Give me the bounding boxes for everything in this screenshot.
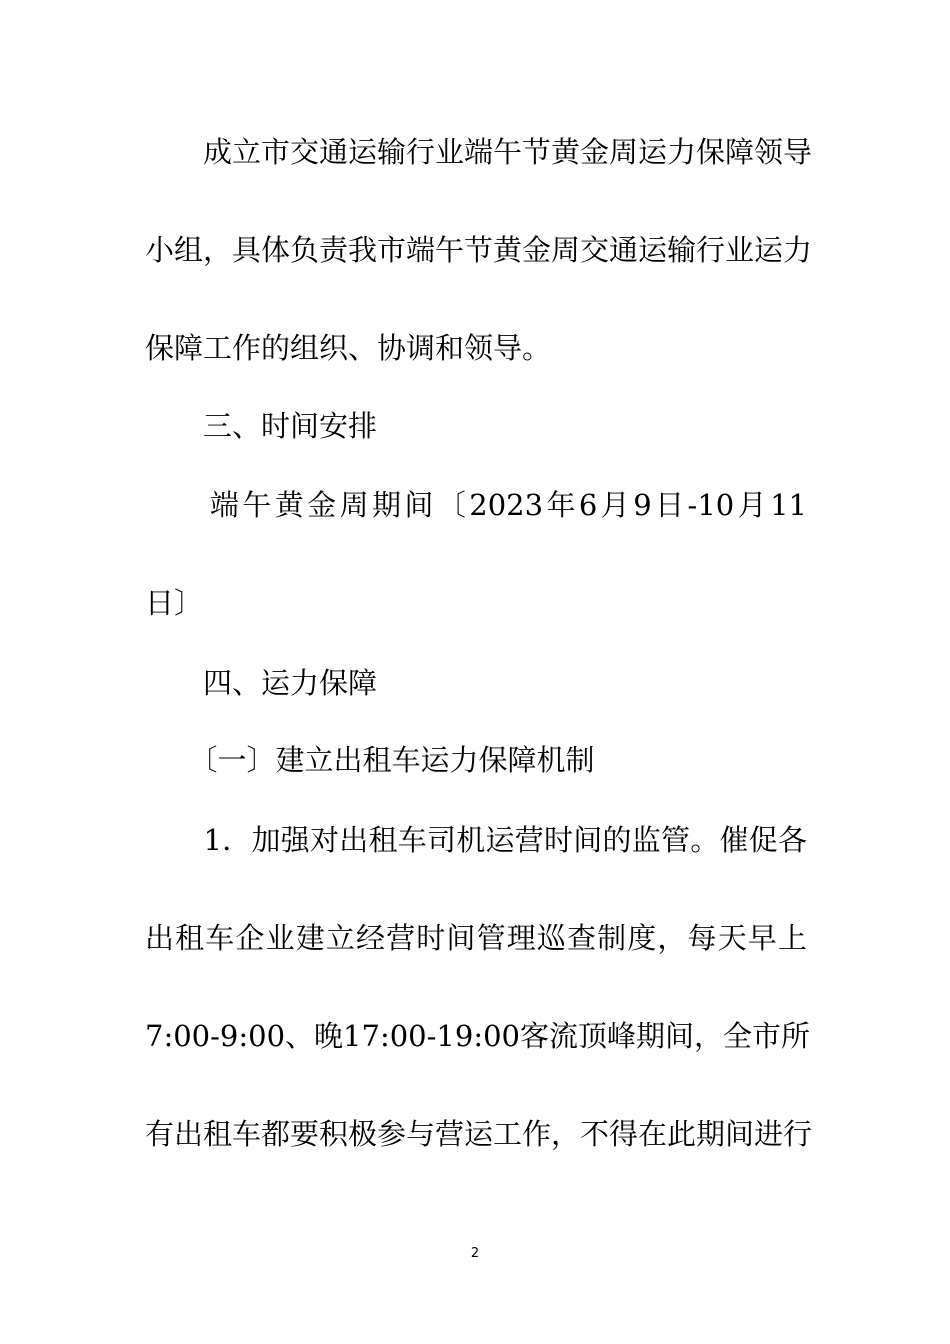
paragraph-line: 有出租车都要积极参与营运工作，不得在此期间进行	[145, 1117, 813, 1151]
paragraph-line: 日〕	[145, 586, 204, 620]
paragraph-line: 出租车企业建立经营时间管理巡查制度，每天早上	[145, 921, 807, 955]
paragraph-line: 端午黄金周期间〔2023年6月9日-10月11	[145, 488, 807, 522]
paragraph-line: 7:00-9:00、晚17:00-19:00客流顶峰期间，全市所	[145, 1019, 810, 1053]
section-heading: 三、时间安排	[145, 409, 378, 443]
section-heading: 四、运力保障	[145, 666, 378, 700]
page-number: 2	[470, 1246, 480, 1261]
paragraph-line: 保障工作的组织、协调和领导。	[145, 331, 552, 365]
paragraph-line: 1．加强对出租车司机运营时间的监管。催促各	[145, 823, 807, 857]
subsection-heading: 〔一〕建立出租车运力保障机制	[145, 743, 595, 777]
paragraph-line: 成立市交通运输行业端午节黄金周运力保障领导	[145, 135, 813, 169]
paragraph-line: 小组，具体负责我市端午节黄金周交通运输行业运力	[145, 233, 813, 267]
